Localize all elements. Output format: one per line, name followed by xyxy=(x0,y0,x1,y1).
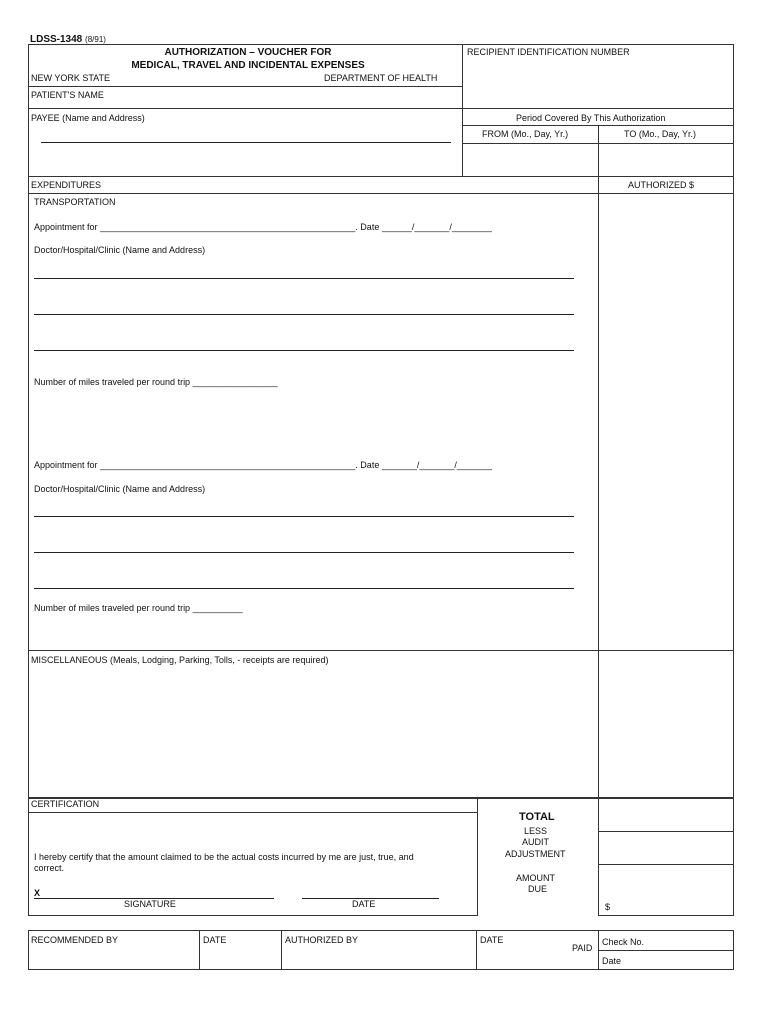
doctor-address-line-2c[interactable] xyxy=(34,588,574,589)
recommended-by-field[interactable] xyxy=(29,946,198,968)
authorized-by-field[interactable] xyxy=(282,946,475,968)
paid-date-label: Date xyxy=(602,956,622,966)
doctor-label-2: Doctor/Hospital/Clinic (Name and Address) xyxy=(34,484,206,494)
state-label: NEW YORK STATE xyxy=(31,73,111,83)
divider xyxy=(28,108,734,109)
recipient-id-field[interactable] xyxy=(463,58,733,84)
due-label: DUE xyxy=(528,884,548,894)
divider xyxy=(28,176,734,177)
doctor-label-1: Doctor/Hospital/Clinic (Name and Address) xyxy=(34,245,206,255)
form-code-text: LDSS-1348 xyxy=(30,34,83,45)
signature-x: X xyxy=(34,888,41,898)
patient-name-label: PATIENT'S NAME xyxy=(31,90,104,100)
recommended-date-field[interactable] xyxy=(200,946,280,968)
form-title-line2: MEDICAL, TRAVEL AND INCIDENTAL EXPENSES xyxy=(131,60,365,71)
divider xyxy=(28,193,734,194)
period-label: Period Covered By This Authorization xyxy=(516,113,666,123)
patient-name-field[interactable] xyxy=(110,88,460,106)
appointment-1[interactable]: Appointment for ___________________________________________________. Date ______/_______/________ xyxy=(34,222,492,232)
doctor-address-line-1c[interactable] xyxy=(34,350,574,351)
footer-date1-label: DATE xyxy=(203,935,227,945)
doctor-address-line-2b[interactable] xyxy=(34,552,574,553)
amount-label: AMOUNT xyxy=(516,873,555,883)
less-label: LESS xyxy=(524,826,548,836)
paid-label: PAID xyxy=(572,943,593,953)
signature-label: SIGNATURE xyxy=(124,899,176,909)
authorized-by-label: AUTHORIZED BY xyxy=(285,935,359,945)
audit-label: AUDIT xyxy=(522,837,549,847)
footer-date2-label: DATE xyxy=(480,935,504,945)
recommended-by-label: RECOMMENDED BY xyxy=(31,935,119,945)
authorized-label: AUTHORIZED $ xyxy=(628,180,695,190)
from-label: FROM (Mo., Day, Yr.) xyxy=(482,129,569,139)
amount-due-field[interactable] xyxy=(612,866,732,914)
total-label: TOTAL xyxy=(519,811,555,823)
divider xyxy=(598,125,599,799)
transportation-label: TRANSPORTATION xyxy=(34,197,116,207)
appointment-2[interactable]: Appointment for ___________________________________________________. Date _______/_______/_______ xyxy=(34,460,492,470)
doctor-address-line-2a[interactable] xyxy=(34,516,574,517)
audit-adjustment-field[interactable] xyxy=(599,832,733,863)
doctor-address-line-1a[interactable] xyxy=(34,278,574,279)
from-date-field[interactable] xyxy=(463,144,597,175)
adjustment-label: ADJUSTMENT xyxy=(505,849,566,859)
authorized-date-field[interactable] xyxy=(477,946,567,968)
certify-line2: correct. xyxy=(34,863,65,873)
form-title-line1: AUTHORIZATION – VOUCHER FOR xyxy=(164,47,332,58)
divider xyxy=(28,86,462,87)
miles-1[interactable]: Number of miles traveled per round trip _________________ xyxy=(34,377,278,387)
certify-line1: I hereby certify that the amount claimed to be the actual costs incurred by me are just, true, and xyxy=(34,852,414,862)
amount-due-dollar: $ xyxy=(605,902,611,912)
payee-label: PAYEE (Name and Address) xyxy=(31,113,145,123)
misc-field[interactable] xyxy=(29,668,597,796)
cert-date-label: DATE xyxy=(352,899,376,909)
divider xyxy=(598,950,734,951)
form-revision: (8/91) xyxy=(85,35,106,44)
recipient-id-label: RECIPIENT IDENTIFICATION NUMBER xyxy=(467,47,630,57)
check-no-label: Check No. xyxy=(602,937,645,947)
expenditures-label: EXPENDITURES xyxy=(31,180,102,190)
certification-label: CERTIFICATION xyxy=(31,799,100,809)
doctor-address-line-1b[interactable] xyxy=(34,314,574,315)
miles-2[interactable]: Number of miles traveled per round trip __________ xyxy=(34,603,243,613)
to-label: TO (Mo., Day, Yr.) xyxy=(624,129,697,139)
to-date-field[interactable] xyxy=(599,144,733,175)
total-field[interactable] xyxy=(599,798,733,830)
divider xyxy=(28,650,734,651)
misc-label: MISCELLANEOUS (Meals, Lodging, Parking, Tolls, - receipts are required) xyxy=(31,655,329,665)
department-label: DEPARTMENT OF HEALTH xyxy=(324,73,438,83)
payee-line[interactable] xyxy=(41,142,451,143)
divider xyxy=(598,864,734,865)
